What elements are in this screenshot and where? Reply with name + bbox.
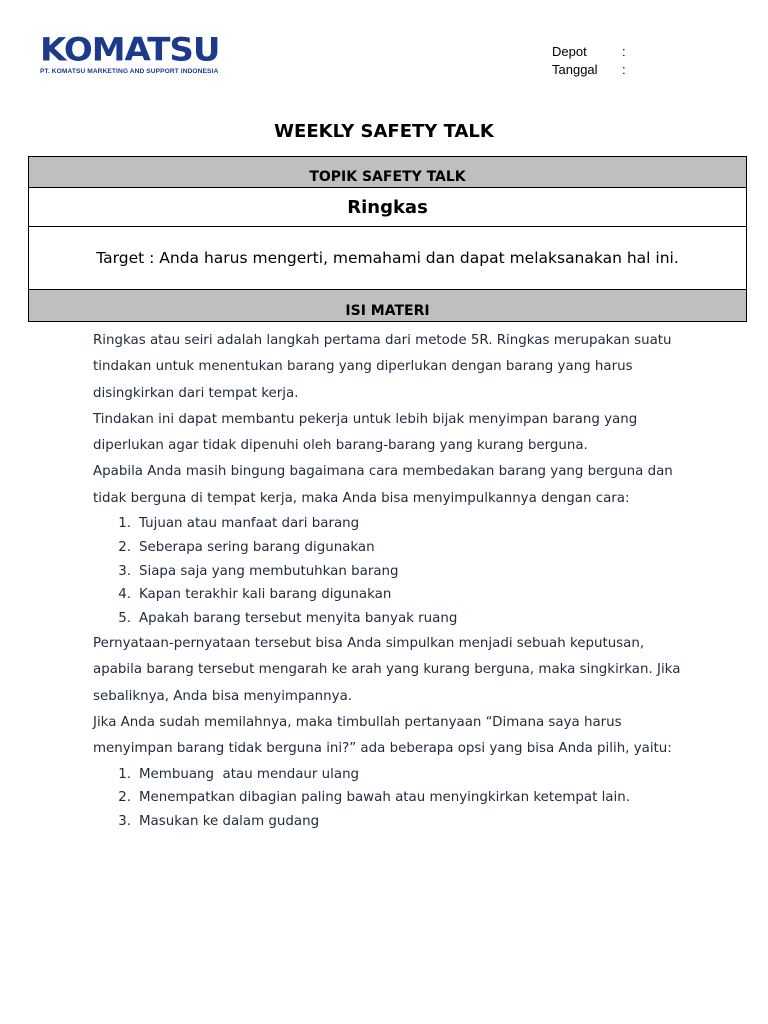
list-text: Masukan ke dalam gudang bbox=[139, 814, 320, 830]
list-item bbox=[93, 810, 693, 834]
list-item bbox=[93, 512, 693, 536]
list-text: Seberapa sering barang digunakan bbox=[139, 539, 375, 555]
topic-header: TOPIK SAFETY TALK bbox=[28, 156, 747, 188]
list-item bbox=[93, 536, 693, 560]
company-logo bbox=[40, 33, 220, 75]
list-item bbox=[93, 763, 693, 787]
list-text: Kapan terakhir kali barang digunakan bbox=[139, 587, 392, 603]
list-text: Menempatkan dibagian paling bawah atau menyingkirkan ketempat lain. bbox=[139, 790, 630, 806]
topic-title: Ringkas bbox=[28, 187, 747, 227]
list-number: 1. bbox=[118, 516, 131, 532]
material-content bbox=[93, 328, 693, 834]
options-list bbox=[93, 763, 693, 834]
list-number: 1. bbox=[118, 766, 131, 782]
document-meta bbox=[552, 43, 626, 79]
list-item bbox=[93, 786, 693, 810]
list-item bbox=[93, 607, 693, 631]
meta-depot-row bbox=[552, 43, 626, 61]
date-separator: : bbox=[622, 62, 626, 77]
meta-date-row bbox=[552, 61, 626, 79]
list-number: 2. bbox=[118, 539, 131, 555]
list-text: Tujuan atau manfaat dari barang bbox=[139, 516, 360, 532]
list-text: Apakah barang tersebut menyita banyak ruang bbox=[139, 611, 458, 627]
paragraph-intro: Ringkas atau seiri adalah langkah pertama dari metode 5R. Ringkas merupakan suatu tindakan untuk menentukan barang yang diperlukan dengan barang yang harus disingkirkan dari tempat kerja. bbox=[93, 333, 672, 401]
paragraph-decision: Pernyataan-pernyataan tersebut bisa Anda simpulkan menjadi sebuah keputusan, apabila barang tersebut mengarah ke arah yang kurang berguna, maka singkirkan. Jika sebaliknya, Anda bisa menyimpannya. bbox=[93, 636, 681, 704]
content-header: ISI MATERI bbox=[28, 289, 747, 322]
depot-label: Depot bbox=[552, 44, 587, 59]
list-item bbox=[93, 583, 693, 607]
paragraph-criteria-intro: Apabila Anda masih bingung bagaimana cara membedakan barang yang berguna dan tidak berguna di tempat kerja, maka Anda bisa menyimpulkannya dengan cara: bbox=[93, 464, 673, 506]
depot-separator: : bbox=[622, 44, 626, 59]
document-title: WEEKLY SAFETY TALK bbox=[274, 121, 494, 142]
target-statement: Target : Anda harus mengerti, memahami dan dapat melaksanakan hal ini. bbox=[28, 226, 747, 290]
criteria-list bbox=[93, 512, 693, 631]
date-label: Tanggal bbox=[552, 62, 598, 77]
list-text: Membuang atau mendaur ulang bbox=[139, 766, 360, 782]
list-number: 5. bbox=[118, 611, 131, 627]
logo-wordmark: KOMATSU bbox=[40, 31, 220, 70]
paragraph-options-intro: Jika Anda sudah memilahnya, maka timbullah pertanyaan “Dimana saya harus menyimpan barang tidak berguna ini?” ada beberapa opsi yang bisa Anda pilih, yaitu: bbox=[93, 714, 672, 757]
list-text: Siapa saja yang membutuhkan barang bbox=[139, 563, 399, 579]
list-item bbox=[93, 560, 693, 584]
list-number: 3. bbox=[118, 814, 131, 830]
paragraph-benefit: Tindakan ini dapat membantu pekerja untuk lebih bijak menyimpan barang yang diperlukan agar tidak dipenuhi oleh barang-barang yang kurang berguna. bbox=[93, 411, 638, 454]
list-number: 3. bbox=[118, 563, 131, 579]
logo-subtitle: PT. KOMATSU MARKETING AND SUPPORT INDONESIA bbox=[40, 68, 219, 75]
list-number: 4. bbox=[118, 587, 131, 603]
list-number: 2. bbox=[118, 790, 131, 806]
